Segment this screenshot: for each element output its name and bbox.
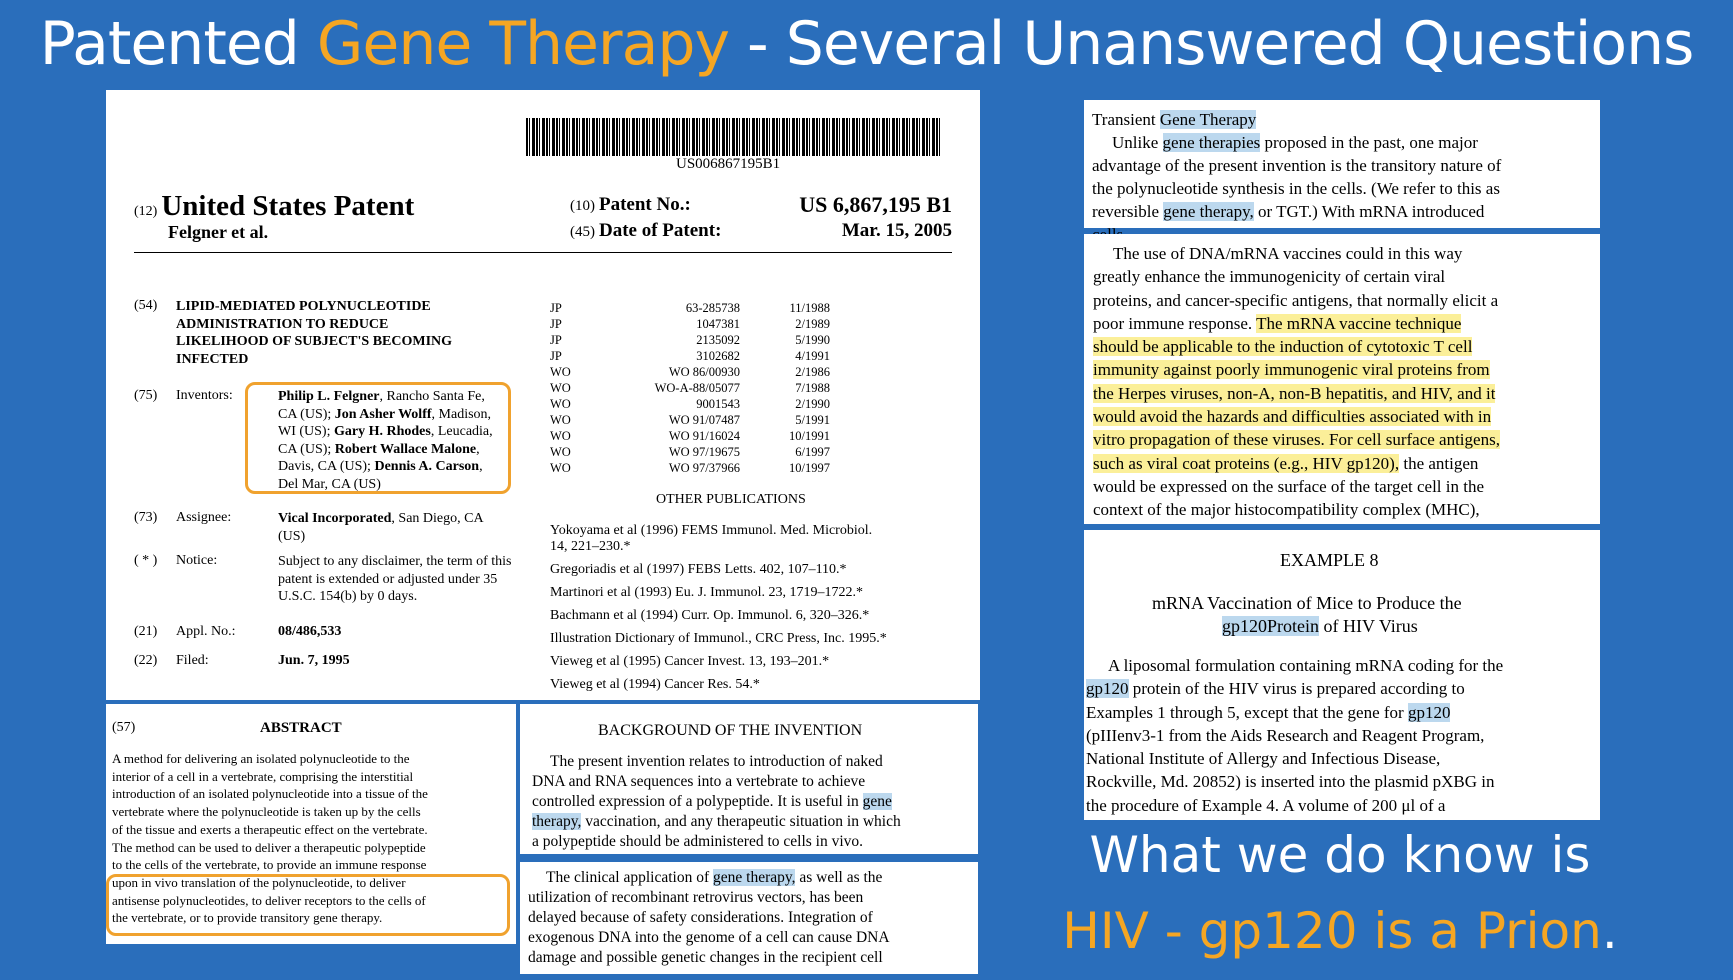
notice-line: Subject to any disclaimer, the term of this: [278, 554, 512, 569]
text-line: controlled expression of a polypeptide. It is useful in: [532, 793, 863, 810]
highlight-gp120protein: gp120Protein: [1222, 616, 1319, 636]
foreign-reference-row: [550, 348, 850, 364]
patent-front-page: [106, 90, 980, 700]
appl-no-label: Appl. No.:: [176, 624, 236, 639]
highlight-therapy: therapy,: [532, 813, 582, 830]
reference-number: 9001543: [696, 397, 740, 411]
notice-code: ( * ): [134, 553, 158, 568]
reference-date: 10/1991: [789, 429, 830, 443]
assignee: [278, 510, 484, 545]
highlight-yellow: would avoid the hazards and difficulties associated with in: [1093, 407, 1492, 427]
inventor-location: Del Mar, CA (US): [278, 476, 381, 492]
abstract-line: A method for delivering an isolated polynucleotide to the: [112, 751, 410, 766]
reference-number: 63-285738: [685, 301, 740, 315]
text-line: National Institute of Allergy and Infectious Disease,: [1086, 749, 1441, 769]
patent-number-row: [570, 194, 691, 216]
conclusion-line-1: What we do know is: [1089, 826, 1591, 884]
patent-number: US 6,867,195 B1: [799, 192, 952, 217]
highlight-gene: gene: [862, 793, 892, 810]
clinical-panel: [520, 862, 978, 974]
reference-date: 11/1988: [789, 301, 830, 315]
inventors-label: Inventors:: [176, 388, 233, 403]
background-panel: [520, 704, 978, 854]
inventor-name: Dennis A. Carson: [374, 459, 480, 474]
abstract-line: The method can be used to deliver a therapeutic polypeptide: [112, 839, 426, 855]
transient-panel: [1084, 100, 1600, 228]
reference-country: WO: [550, 461, 571, 475]
assignee-label: Assignee:: [176, 510, 232, 525]
field-73-code: (73): [134, 510, 158, 525]
reference-number: WO-A-88/05077: [654, 381, 740, 395]
text-line: or TGT.) With mRNA introduced: [1253, 202, 1485, 221]
inventor-location: , Rancho Santa Fe,: [379, 389, 485, 404]
text-line: a polypeptide should be administered to cells in vivo.: [532, 833, 864, 850]
text-line: The present invention relates to introduction of naked: [550, 753, 883, 770]
title-line: LIKELIHOOD OF SUBJECT'S BECOMING: [176, 334, 453, 349]
title-line: LIPID-MEDIATED POLYNUCLEOTIDE: [176, 299, 431, 314]
notice-text: [278, 553, 512, 606]
background-heading: BACKGROUND OF THE INVENTION: [598, 722, 863, 739]
assignee-location: (US): [278, 528, 306, 544]
clinical-text: [528, 868, 972, 968]
field-54-title: [176, 298, 452, 368]
barcode: [526, 118, 942, 156]
field-21-code: (21): [134, 624, 158, 639]
title-part-1: Patented: [39, 9, 317, 79]
text-line: damage and possible genetic changes in the recipient cell: [528, 949, 883, 966]
patent-date: Mar. 15, 2005: [841, 220, 952, 241]
title-line: ADMINISTRATION TO REDUCE: [176, 316, 389, 332]
foreign-reference-row: [550, 460, 850, 476]
code-12: (12): [134, 204, 158, 219]
text-line: advantage of the present invention is the transitory nature of: [1092, 156, 1502, 175]
highlight-gp120: gp120: [1407, 702, 1451, 722]
example8-subtitle-2: [1222, 616, 1418, 637]
text-line: vaccination, and any therapeutic situation in which: [581, 813, 901, 830]
reference-date: 2/1989: [795, 317, 830, 331]
inventor-name: Robert Wallace Malone: [334, 441, 477, 457]
patent-heading: [134, 190, 414, 223]
foreign-reference-row: [550, 380, 850, 396]
reference-date: 7/1988: [795, 381, 830, 395]
reference-date: 5/1990: [795, 333, 830, 347]
reference-country: JP: [550, 301, 562, 315]
text-line: The use of DNA/mRNA vaccines could in this way: [1113, 244, 1463, 263]
inventor-location: , Madison,: [431, 406, 492, 422]
text-line: would be expressed on the surface of the target cell in the: [1093, 476, 1485, 496]
reference-date: 10/1997: [789, 461, 830, 475]
field-75-code: (75): [134, 388, 158, 403]
highlight-yellow: The mRNA vaccine technique: [1256, 313, 1462, 333]
abstract-line: interior of a cell in a vertebrate, comprising the interstitial: [112, 768, 414, 784]
highlight-yellow: such as viral coat proteins (e.g., HIV gp120),: [1093, 453, 1400, 473]
text-line: protein of the HIV virus is prepared according to: [1128, 679, 1465, 699]
foreign-reference-row: [550, 444, 850, 460]
foreign-reference-row: [550, 412, 850, 428]
field-54-code: (54): [134, 298, 158, 313]
highlight-gene-therapy: gene therapy,: [1163, 202, 1254, 221]
inventor-location: WI (US);: [278, 424, 334, 439]
reference-country: JP: [550, 349, 562, 363]
inventors-list: Philip L. Felgner, Rancho Santa Fe, CA (US); Jon Asher Wolff, Madison, WI (US); Gary H. Rhodes, Leucadia, CA (US); Robert Wallace Malone, Davis, CA (US); Dennis A. Carson, Del Mar, CA (US): [278, 389, 493, 492]
title-line: INFECTED: [176, 351, 249, 367]
filed-date: Jun. 7, 1995: [278, 653, 350, 668]
patent-date-label: Date of Patent:: [599, 220, 722, 241]
abstract-line: of the tissue and exerts a therapeutic effect on the vertebrate.: [112, 821, 428, 837]
inventor-location: , Leucadia,: [430, 424, 493, 439]
other-publications-heading: OTHER PUBLICATIONS: [656, 492, 806, 507]
patent-authors: Felgner et al.: [168, 222, 269, 242]
code-10: (10): [570, 198, 595, 214]
foreign-reference-row: [550, 364, 850, 380]
reference-country: WO: [550, 397, 571, 411]
text-line: reversible: [1092, 202, 1164, 221]
inventor-location: CA (US);: [278, 441, 335, 457]
reference-date: 4/1991: [795, 349, 830, 363]
vaccine-text: [1093, 242, 1593, 522]
abstract-line: vertebrate where the polynucleotide is taken up by the cells: [112, 804, 421, 820]
text-line: A liposomal formulation containing mRNA coding for the: [1108, 656, 1504, 675]
reference-date: 2/1986: [795, 365, 830, 379]
foreign-reference-row: [550, 396, 850, 412]
reference-country: WO: [550, 429, 571, 443]
text-line: the polynucleotide synthesis in the cells. (We refer to this as: [1092, 179, 1500, 198]
text-line: Rockville, Md. 20852) is inserted into the plasmid pXBG in: [1086, 772, 1495, 792]
slide-title: [0, 0, 1733, 90]
highlight-yellow: vitro propagation of these viruses. For cell surface antigens,: [1093, 430, 1500, 450]
highlight-yellow: the Herpes viruses, non-A, non-B hepatitis, and HIV, and it: [1093, 383, 1496, 403]
text-line: exogenous DNA into the genome of a cell can cause DNA: [528, 929, 890, 946]
example8-panel: [1084, 530, 1600, 820]
text-line: proposed in the past, one major: [1260, 133, 1478, 152]
reference-number: WO 97/37966: [668, 461, 740, 475]
abstract-code: (57): [112, 720, 136, 735]
background-text: [532, 752, 972, 852]
inventor-name: Gary H. Rhodes: [334, 424, 431, 439]
reference-country: WO: [550, 445, 571, 459]
foreign-references: [550, 300, 850, 476]
reference-number: WO 86/00930: [668, 365, 740, 379]
abstract-line: upon in vivo translation of the polynucleotide, to deliver: [112, 874, 406, 890]
publication-entry: Gregoriadis et al (1997) FEBS Letts. 402, 107–110.*: [550, 562, 847, 577]
example8-text: [1086, 654, 1596, 817]
highlight-gene-therapies: gene therapies: [1162, 133, 1261, 152]
inventor-name: Philip L. Felgner: [278, 389, 380, 404]
reference-number: WO 97/19675: [668, 445, 740, 459]
inventor-location: Davis, CA (US);: [278, 459, 375, 474]
abstract-panel: [106, 704, 516, 944]
reference-date: 5/1991: [795, 413, 830, 427]
conclusion-prion: HIV - gp120 is a Prion: [1062, 902, 1602, 960]
publication-entry: Martinori et al (1993) Eu. J. Immunol. 23, 1719–1722.*: [550, 585, 864, 600]
title-part-3: - Several Unanswered Questions: [728, 9, 1694, 79]
text-line: greatly enhance the immunogenicity of certain viral: [1093, 267, 1446, 287]
reference-country: JP: [550, 333, 562, 347]
text-line: poor immune response.: [1093, 313, 1257, 333]
example8-subtitle-1: mRNA Vaccination of Mice to Produce the: [1152, 593, 1462, 613]
vaccine-panel: [1084, 234, 1600, 524]
publication-entry: Yokoyama et al (1996) FEMS Immunol. Med. Microbiol.: [550, 523, 873, 538]
publication-entry: Vieweg et al (1994) Cancer Res. 54.*: [550, 677, 760, 692]
text-line: proteins, and cancer-specific antigens, that normally elicit a: [1093, 290, 1499, 310]
publication-entry: Vieweg et al (1995) Cancer Invest. 13, 193–201.*: [550, 654, 830, 669]
publication-entry: 14, 221–230.*: [550, 539, 631, 554]
notice-line: patent is extended or adjusted under 35: [278, 571, 498, 587]
patent-title: United States Patent: [161, 190, 415, 222]
abstract-line: antisense polynucleotides, to deliver receptors to the cells of: [112, 892, 426, 908]
highlight-gp120: gp120: [1086, 679, 1129, 699]
code-45: (45): [570, 224, 595, 240]
assignee-name: Vical Incorporated: [278, 511, 392, 526]
reference-date: 6/1997: [795, 445, 830, 459]
reference-country: WO: [550, 413, 571, 427]
text-line: context of the major histocompatibility complex (MHC),: [1093, 500, 1480, 520]
highlight-yellow: immunity against poorly immunogenic viral proteins from: [1093, 360, 1490, 380]
patent-date-row: [570, 220, 721, 242]
text-line: (pIIIenv3-1 from the Aids Research and Reagent Program,: [1086, 725, 1485, 745]
text-line: of HIV Virus: [1319, 616, 1418, 636]
reference-number: WO 91/07487: [668, 413, 740, 427]
text-line: The clinical application of: [546, 869, 713, 886]
inventor-location: CA (US);: [278, 406, 335, 422]
abstract-line: to the cells of the vertebrate, to provide an immune response: [112, 857, 427, 873]
highlight-yellow: should be applicable to the induction of cytotoxic T cell: [1093, 337, 1473, 357]
inventor-name: Jon Asher Wolff: [334, 406, 432, 422]
abstract-highlight-box: [106, 874, 510, 936]
text-line: as well as the: [795, 869, 883, 886]
field-22-code: (22): [134, 653, 158, 668]
notice-line: U.S.C. 154(b) by 0 days.: [278, 589, 418, 604]
publication-entry: Illustration Dictionary of Immunol., CRC Press, Inc. 1995.*: [550, 631, 887, 646]
reference-country: WO: [550, 381, 571, 395]
conclusion-line-2: [1040, 902, 1640, 960]
foreign-reference-row: [550, 300, 850, 316]
text-line: Unlike: [1112, 133, 1163, 152]
foreign-reference-row: [550, 316, 850, 332]
abstract-line: introduction of an isolated polynucleotide into a tissue of the: [112, 786, 428, 802]
assignee-location: , San Diego, CA: [391, 511, 484, 526]
example8-heading: EXAMPLE 8: [1280, 550, 1379, 570]
text-line: the procedure of Example 4. A volume of 200 μl of a: [1086, 795, 1446, 815]
filed-label: Filed:: [176, 653, 209, 668]
header-divider: [134, 252, 952, 253]
abstract-line: the vertebrate, or to provide transitory gene therapy.: [112, 910, 383, 926]
notice-label: Notice:: [176, 553, 218, 568]
inventors-highlight-box: [245, 382, 511, 494]
text-line: utilization of recombinant retrovirus vectors, has been: [528, 889, 864, 906]
abstract-heading: ABSTRACT: [260, 720, 342, 736]
reference-number: 2135092: [696, 333, 740, 347]
title-gene-therapy: Gene Therapy: [316, 9, 729, 79]
text-line: the antigen: [1399, 453, 1479, 473]
other-publications: [550, 523, 960, 700]
reference-number: 1047381: [696, 317, 740, 331]
text-line: delayed because of safety considerations. Integration of: [528, 909, 873, 926]
appl-no: 08/486,533: [278, 624, 342, 639]
reference-number: WO 91/16024: [668, 429, 740, 443]
reference-country: WO: [550, 365, 571, 379]
reference-country: JP: [550, 317, 562, 331]
reference-number: 3102682: [696, 349, 740, 363]
foreign-reference-row: [550, 428, 850, 444]
text-line: DNA and RNA sequences into a vertebrate to achieve: [532, 773, 866, 790]
highlight-gene-therapy: Gene Therapy: [1159, 110, 1257, 129]
highlight-gene-therapy: gene therapy,: [713, 869, 796, 886]
reference-date: 2/1990: [795, 397, 830, 411]
foreign-reference-row: [550, 332, 850, 348]
text-line: Examples 1 through 5, except that the gene for: [1086, 702, 1408, 722]
patent-no-label: Patent No.:: [599, 194, 691, 215]
transient-text: [1092, 108, 1592, 246]
barcode-number: US006867195B1: [676, 156, 781, 172]
text-line: Transient: [1092, 110, 1160, 129]
publication-entry: Bachmann et al (1994) Curr. Op. Immunol. 6, 320–326.*: [550, 608, 870, 623]
conclusion-period: .: [1601, 902, 1618, 960]
